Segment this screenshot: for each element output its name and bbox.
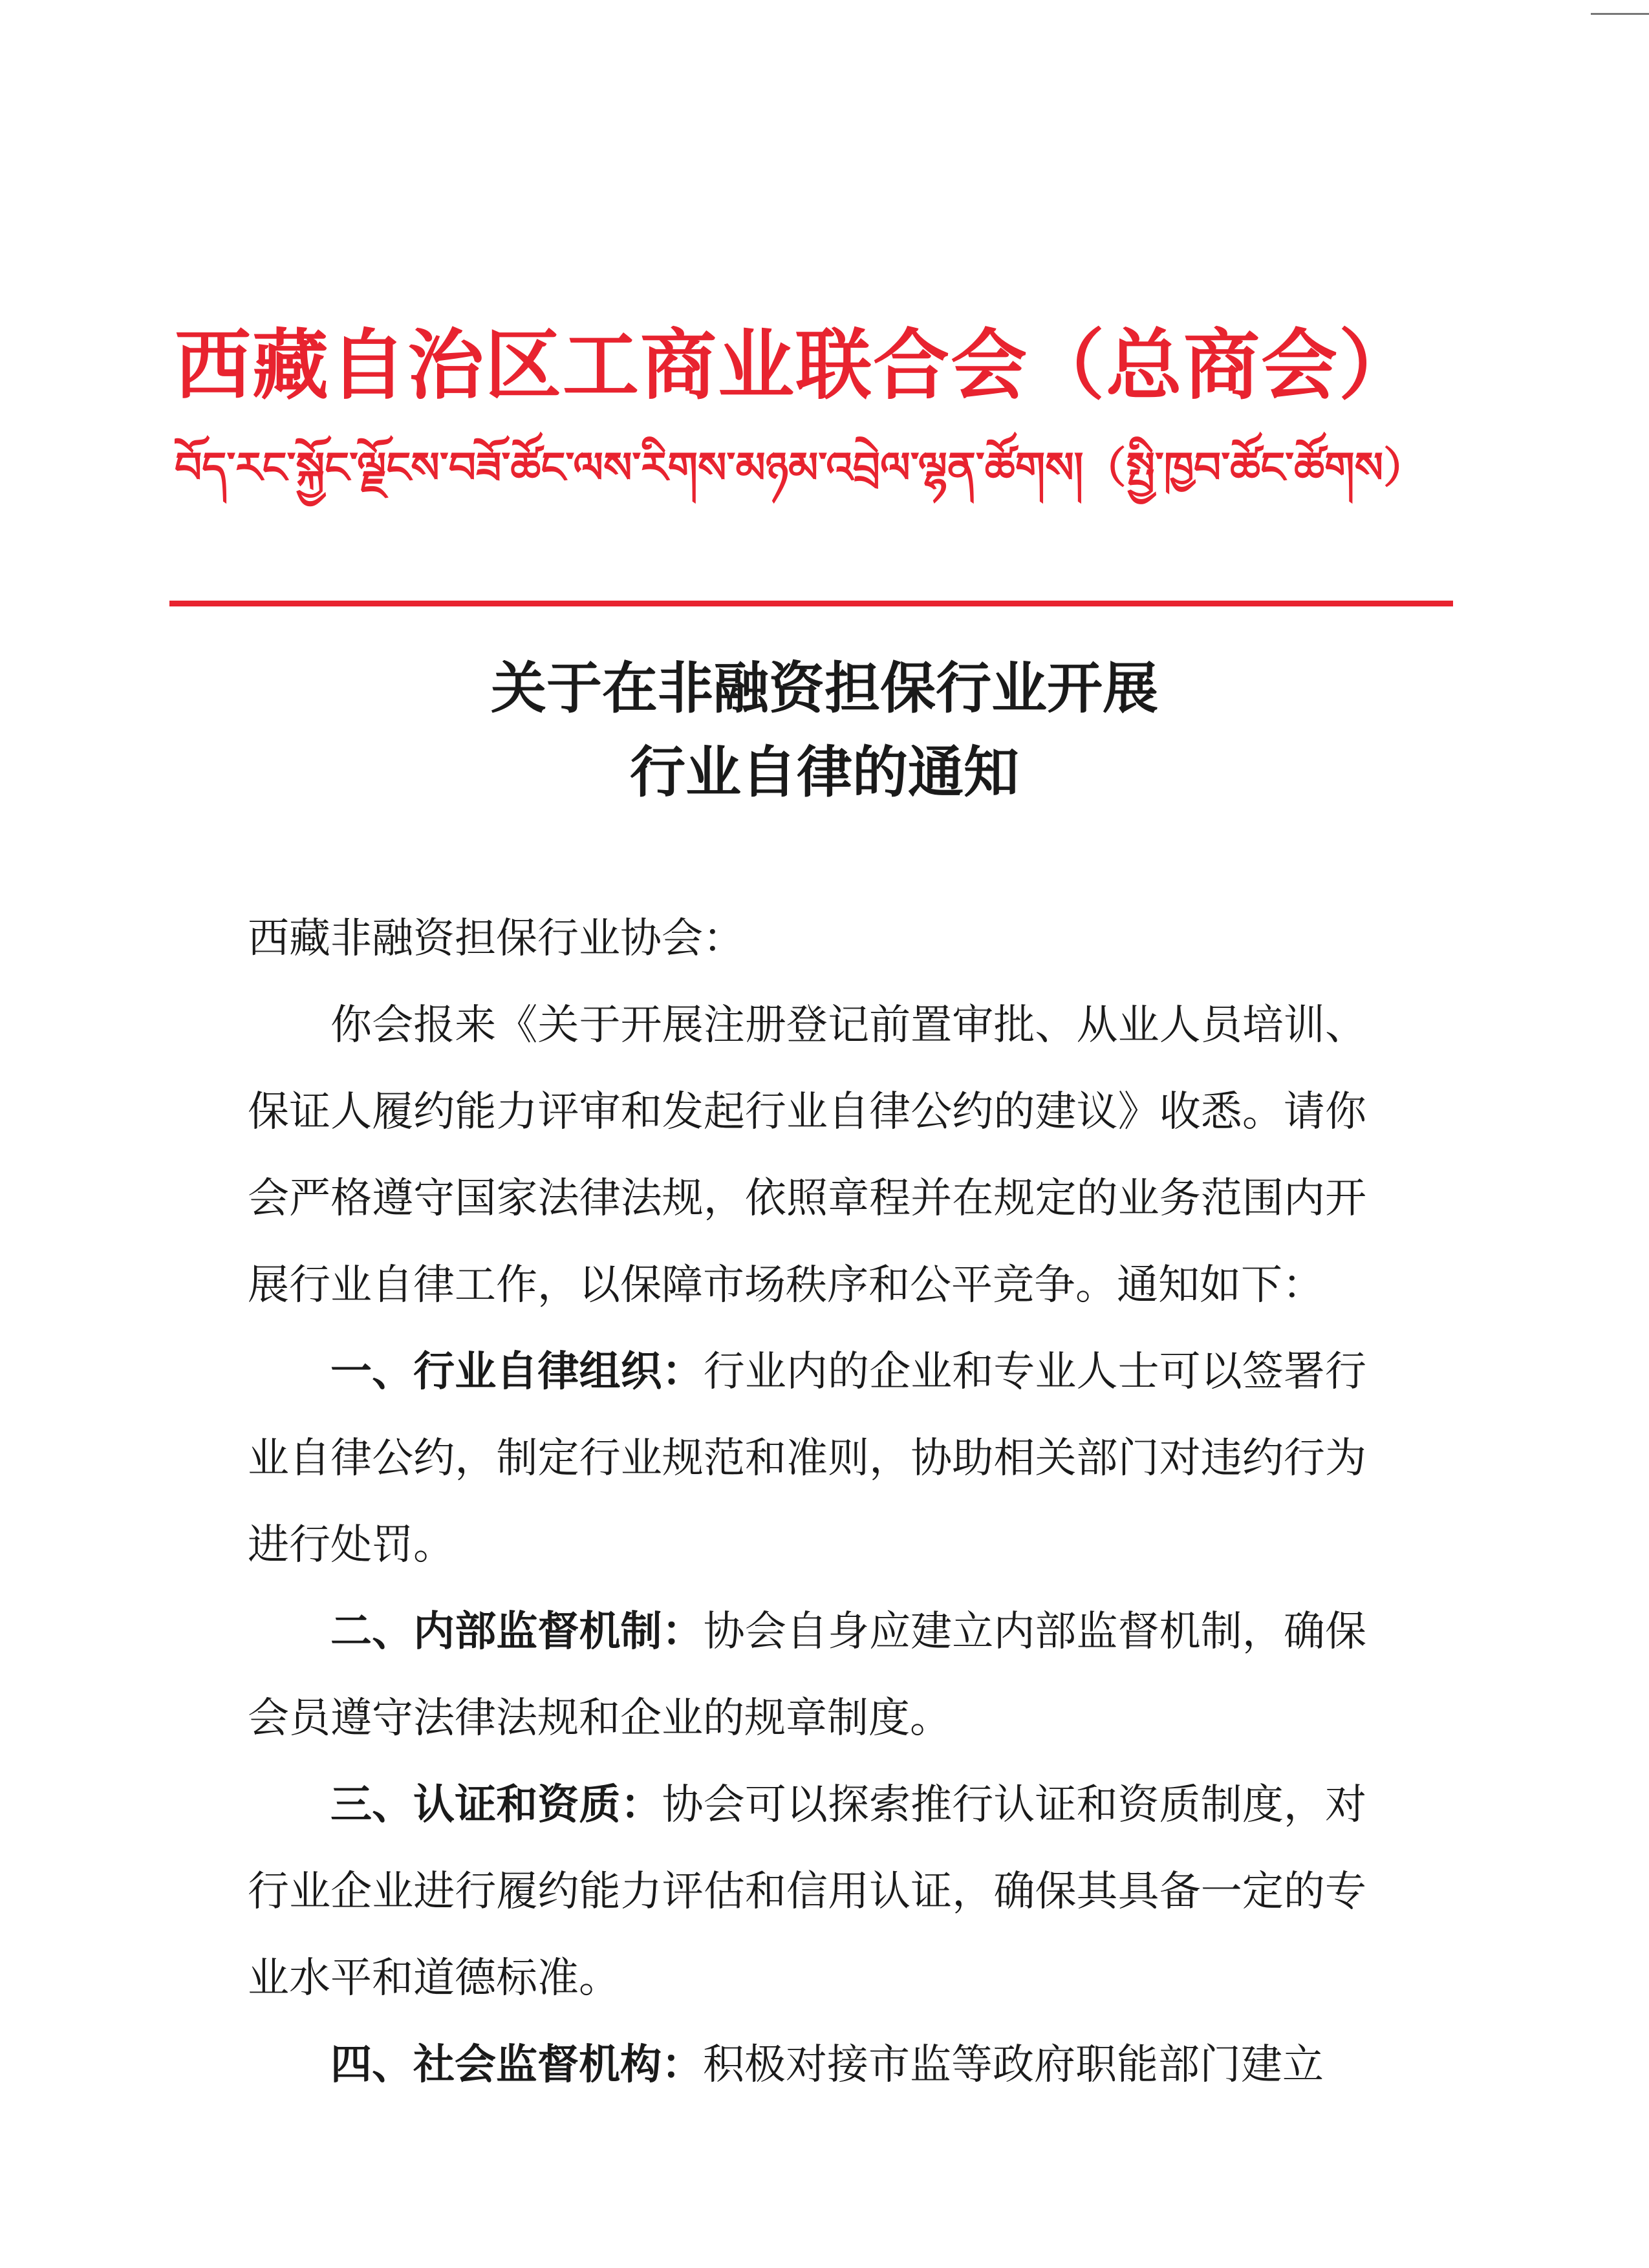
item-paragraph-3 xyxy=(248,1762,1366,2022)
item-text-1: 行业内的企业和专业人士可以签署行业自律公约，制定行业规范和准则，协助相关部门对违约行为进行处罚。 xyxy=(248,1348,1366,1569)
item-heading-4: 四、社会监督机构： xyxy=(330,2041,703,2089)
intro-paragraph: 你会报来《关于开展注册登记前置审批、从业人员培训、保证人履约能力评审和发起行业自律公约的建议》收悉。请你会严格遵守国家法律法规，依照章程并在规定的业务范围内开展行业自律工作，以保障市场秩序和公平竞争。通知如下： xyxy=(248,1001,1366,1309)
scan-edge-mark xyxy=(1591,13,1649,15)
letterhead-org-name-tibetan: བོད་རང་སྐྱོང་ལྗོངས་བཟོ་ཚོང་ལས་རིགས་མཉམ་འབྲེལ་ལྷན་ཚོགས།（སྤྱི་ཁྱབ་ཚོང་ཚོགས） xyxy=(175,443,1427,493)
document-title-line-2: 行业自律的通知 xyxy=(630,740,1019,805)
item-text-3: 协会可以探索推行认证和资质制度，对行业企业进行履约能力评估和信用认证，确保其具备一定的专业水平和道德标准。 xyxy=(248,1781,1367,2002)
item-text-2: 协会自身应建立内部监督机制，确保会员遵守法律法规和企业的规章制度。 xyxy=(248,1608,1366,1742)
document-body xyxy=(248,895,1366,2108)
letterhead-divider xyxy=(169,601,1453,606)
letterhead-org-name-chinese: 西藏自治区工商业联合会（总商会） xyxy=(175,321,1417,410)
item-paragraph-2 xyxy=(248,1589,1366,1762)
item-heading-3: 三、认证和资质： xyxy=(330,1781,662,1829)
salutation: 西藏非融资担保行业协会： xyxy=(248,915,744,963)
document-title-line-1: 关于在非融资担保行业开展 xyxy=(491,656,1158,721)
item-heading-2: 二、内部监督机制： xyxy=(330,1608,704,1656)
item-text-4: 积极对接市监等政府职能部门建立 xyxy=(703,2041,1324,2089)
item-paragraph-4 xyxy=(248,2022,1366,2108)
item-paragraph-1 xyxy=(248,1329,1366,1589)
item-heading-1: 一、行业自律组织： xyxy=(330,1348,704,1396)
